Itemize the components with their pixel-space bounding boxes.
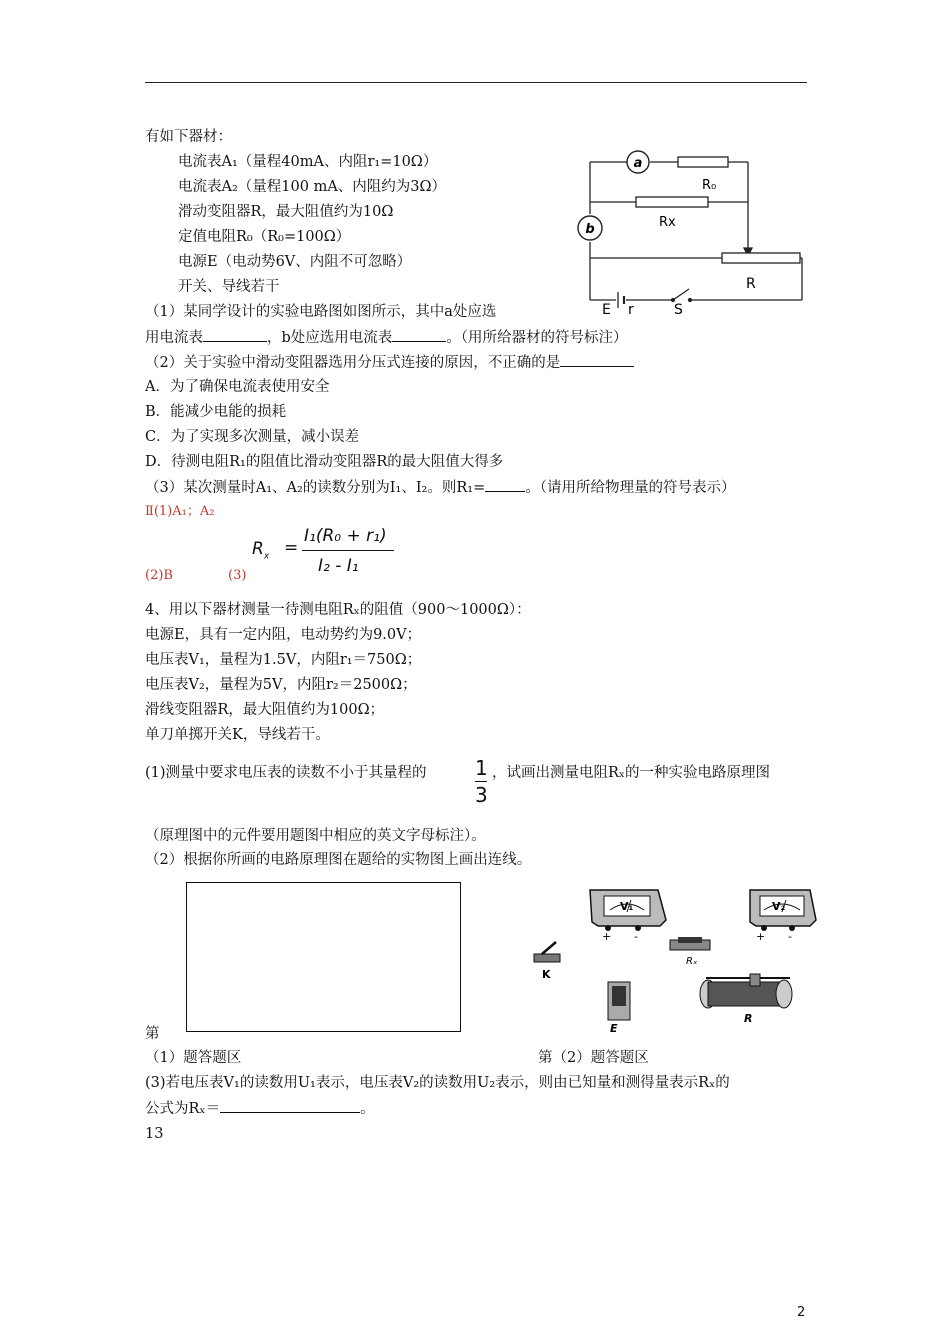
equipment-item: 开关、导线若干 bbox=[178, 279, 280, 295]
answer-area-box[interactable] bbox=[186, 882, 461, 1032]
rx-device-label: Rₓ bbox=[686, 956, 698, 967]
p4-q3-text: 公式为Rₓ＝ bbox=[145, 1101, 221, 1117]
intro-text: 有如下器材： bbox=[145, 129, 232, 145]
q1-text-c: 。（用所给器材的符号标注） bbox=[446, 330, 628, 346]
equipment-item: 电源E（电动势6V、内阻不可忽略） bbox=[178, 254, 412, 270]
q2-text: （2）关于实验中滑动变阻器选用分压式连接的原因，不正确的是 bbox=[145, 355, 561, 371]
page-number: 2 bbox=[797, 1305, 806, 1320]
frac-numerator: 1 bbox=[475, 756, 488, 780]
option-a: A．为了确保电流表使用安全 bbox=[145, 379, 330, 395]
p4-q1-text-c: （原理图中的元件要用题图中相应的英文字母标注）。 bbox=[145, 828, 486, 844]
p4-q1-text-a: (1)测量中要求电压表的读数不小于其量程的 bbox=[145, 765, 427, 781]
v2-label: V₂ bbox=[772, 900, 786, 913]
p4-q1-text-b: ，试画出测量电阻Rₓ的一种实验电路原理图 bbox=[492, 765, 771, 781]
fraction-one-third bbox=[475, 757, 488, 806]
formula-numerator: I₁(R₀ + r₁) bbox=[304, 526, 387, 546]
q1-text-b: ，b处应选用电流表 bbox=[267, 330, 393, 346]
p4-q3-line2 bbox=[145, 1098, 375, 1119]
battery-e-icon bbox=[608, 982, 630, 1020]
option-b: B．能减少电能的损耗 bbox=[145, 404, 287, 420]
option-d: D．待测电阻R₁的阻值比滑动变阻器R的最大阻值大得多 bbox=[145, 454, 504, 470]
q2-line bbox=[145, 352, 634, 373]
answer-part3: (3) bbox=[228, 568, 247, 583]
p4-line: 单刀单掷开关K，导线若干。 bbox=[145, 727, 330, 743]
frac-bar bbox=[475, 781, 487, 782]
apparatus-illustration bbox=[528, 882, 818, 1032]
e-device-label: E bbox=[610, 1022, 618, 1032]
v1-minus: - bbox=[634, 930, 638, 943]
formula-rx-sub: x bbox=[263, 551, 270, 562]
p4-q3-end: 。 bbox=[360, 1101, 375, 1117]
p4-q2-text: （2）根据你所画的电路原理图在题给的实物图上画出连线。 bbox=[145, 852, 532, 868]
p4-line: 滑线变阻器R，最大阻值约为100Ω； bbox=[145, 702, 385, 718]
v2-plus: + bbox=[756, 930, 766, 943]
answer-blank[interactable] bbox=[203, 327, 267, 342]
ammeter-a-label: a bbox=[633, 156, 643, 171]
resistor-rx-icon bbox=[670, 937, 710, 950]
p4-line: 电源E，具有一定内阻，电动势约为9.0V； bbox=[145, 627, 422, 643]
equipment-item: 电流表A₂（量程100 mA、内阻约为3Ω） bbox=[178, 179, 447, 195]
switch-k-icon bbox=[534, 942, 560, 962]
area-right-label: 第（2）题答题区 bbox=[538, 1050, 649, 1066]
answer-blank[interactable] bbox=[560, 352, 634, 367]
r0-label: R₀ bbox=[702, 178, 717, 193]
equipment-item: 定值电阻R₀（R₀=100Ω） bbox=[178, 229, 351, 245]
formula-equals: = bbox=[284, 538, 299, 558]
p4-line: 电压表V₂，量程为5V，内阻r₂＝2500Ω； bbox=[145, 677, 417, 693]
option-c: C．为了实现多次测量，减小误差 bbox=[145, 429, 360, 445]
frac-denominator: 3 bbox=[475, 783, 488, 807]
formula-fraction-bar bbox=[302, 550, 394, 551]
v2-minus: - bbox=[788, 930, 792, 943]
header-rule bbox=[145, 82, 807, 83]
q1-line2 bbox=[145, 327, 628, 348]
e-label: E bbox=[602, 302, 611, 318]
q3-line bbox=[145, 477, 736, 498]
s-label: S bbox=[674, 302, 683, 318]
v1-label: V₁ bbox=[620, 900, 634, 913]
answer-blank[interactable] bbox=[220, 1098, 360, 1113]
r-small-label: r bbox=[628, 302, 634, 318]
answer-blank[interactable] bbox=[392, 327, 446, 342]
rx-label: Rx bbox=[659, 215, 676, 230]
p4-line: 4、用以下器材测量一待测电阻Rₓ的阻值（900～1000Ω）： bbox=[145, 602, 531, 618]
q1-text-a: 用电流表 bbox=[145, 330, 203, 346]
area-left-label: （1）题答题区 bbox=[145, 1050, 242, 1066]
p4-q3-line1: (3)若电压表V₁的读数用U₁表示，电压表V₂的读数用U₂表示，则由已知量和测得量表示Rₓ的 bbox=[145, 1075, 730, 1091]
equipment-item: 电流表A₁（量程40mA、内阻r₁=10Ω） bbox=[178, 154, 438, 170]
q1-line1: （1）某同学设计的实验电路图如图所示，其中a处应选 bbox=[145, 304, 497, 320]
answer-line2: (2)B bbox=[145, 568, 173, 583]
rheostat-r-icon bbox=[700, 974, 792, 1008]
formula-denominator: I₂ - I₁ bbox=[318, 556, 359, 576]
p4-line: 电压表V₁，量程为1.5V，内阻r₁＝750Ω； bbox=[145, 652, 422, 668]
equipment-item: 滑动变阻器R，最大阻值约为10Ω bbox=[178, 204, 394, 220]
area-left-prefix: 第 bbox=[145, 1026, 160, 1042]
ammeter-b-label: b bbox=[585, 222, 595, 237]
formula-rx: R bbox=[252, 539, 264, 559]
r-device-label: R bbox=[744, 1012, 753, 1025]
footer-13: 13 bbox=[145, 1126, 164, 1142]
r-label: R bbox=[746, 276, 756, 292]
k-label: K bbox=[542, 968, 551, 981]
circuit-diagram bbox=[572, 142, 810, 320]
v1-plus: + bbox=[602, 930, 612, 943]
answer-blank[interactable] bbox=[485, 477, 525, 492]
q3-text-b: 。（请用所给物理量的符号表示） bbox=[525, 480, 736, 496]
q3-text-a: （3）某次测量时A₁、A₂的读数分别为I₁、I₂。则R₁= bbox=[145, 480, 486, 496]
answer-line1: Ⅱ(1)A₁；A₂ bbox=[145, 504, 215, 519]
